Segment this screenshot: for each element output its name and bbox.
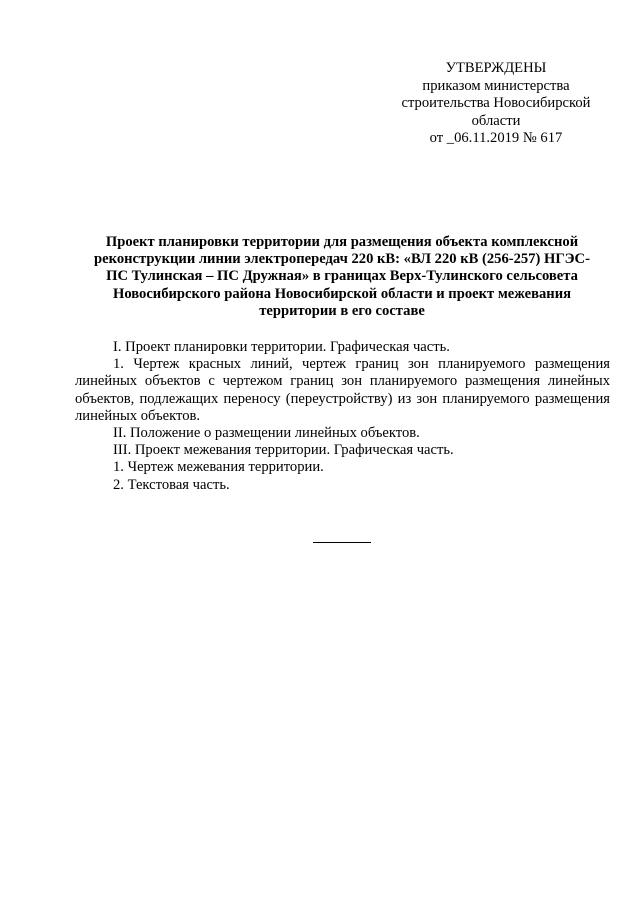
title-line-2: реконструкции линии электропередач 220 кВ: «ВЛ 220 кВ (256-257) НГЭС- (94, 251, 590, 268)
approval-ministry-line: строительства Новосибирской (401, 95, 591, 111)
approval-order-line: приказом министерства (422, 77, 570, 94)
contents-item-1: I. Проект планировки территории. Графическая часть. (113, 339, 450, 355)
contents-item-5: 1. Чертеж межевания территории. (113, 459, 324, 476)
contents-item-3: II. Положение о размещении линейных объектов. (113, 425, 420, 442)
contents-item-4: III. Проект межевания территории. Графическая часть. (113, 442, 454, 459)
document-title (72, 234, 612, 320)
contents-item-6: 2. Текстовая часть. (113, 476, 230, 493)
contents-item-2: 1. Чертеж красных линий, чертеж границ зон планируемого размещения линейных объектов с чертежом границ зон планируемого размещения линейных объектов, подлежащих переносу (переустройству) из зон планируемого размещения линейных объектов. (75, 356, 610, 424)
title-line-4: Новосибирского района Новосибирской области и проект межевания (112, 285, 572, 302)
end-rule (313, 542, 371, 543)
title-line-3: ПС Тулинская – ПС Дружная» в границах Верх-Тулинского сельсовета (106, 268, 578, 285)
title-line-5: территории в его составе (259, 302, 425, 319)
approval-heading: УТВЕРЖДЕНЫ (445, 60, 547, 76)
approval-stamp (386, 60, 606, 148)
contents-list (75, 339, 610, 494)
approval-region-line: области (471, 112, 521, 129)
approval-date-number: от _06.11.2019 № 617 (429, 130, 563, 146)
title-line-1: Проект планировки территории для размещения объекта комплексной (105, 234, 579, 250)
